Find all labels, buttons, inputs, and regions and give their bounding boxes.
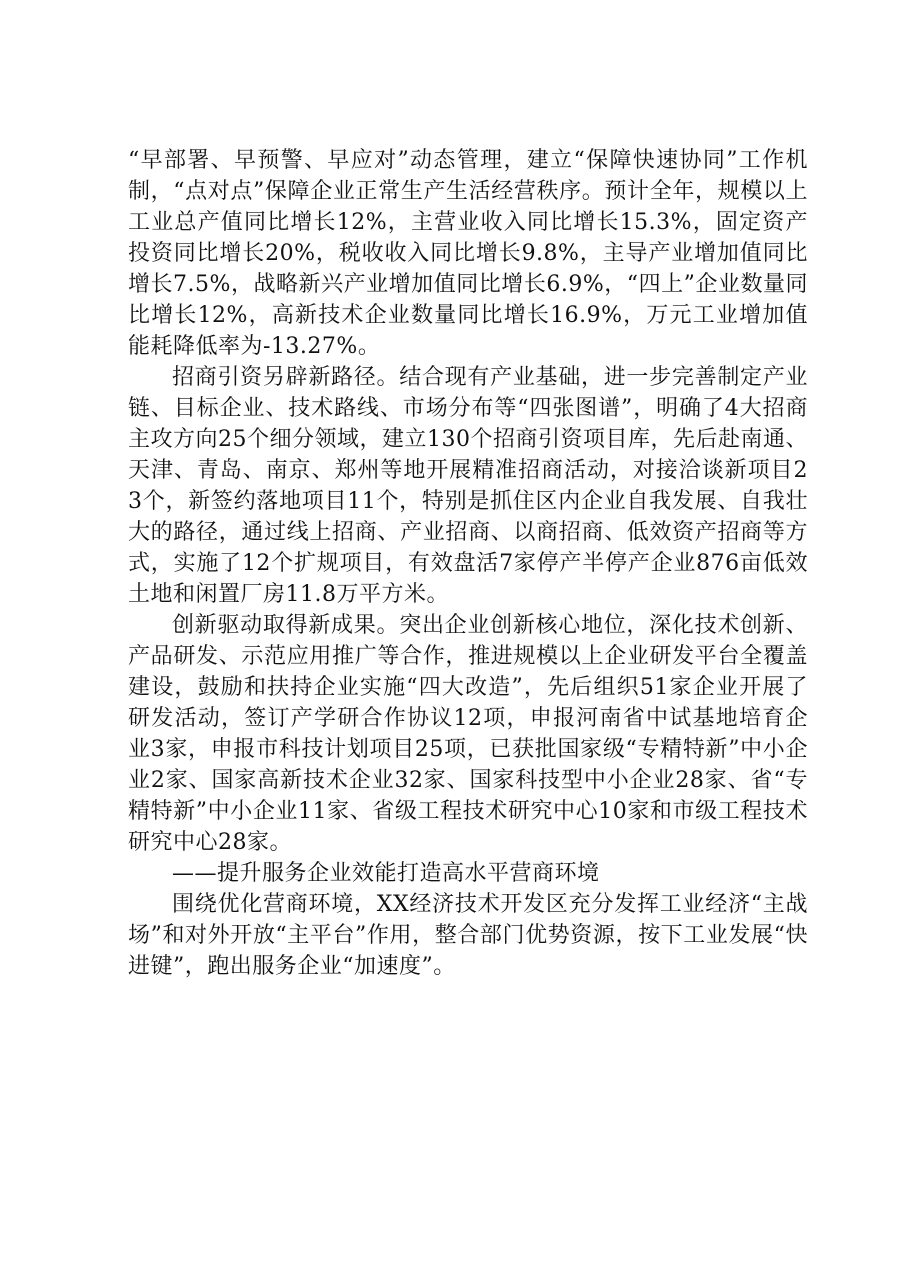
paragraph-business-environment: 围绕优化营商环境，XX经济技术开发区充分发挥工业经济“主战场”和对外开放“主平台”作用，整合部门优势资源，按下工业发展“快进键”，跑出服务企业“加速度”。 (128, 892, 808, 979)
section-heading: ——提升服务企业效能打造高水平营商环境 (172, 861, 600, 886)
paragraph-innovation: 创新驱动取得新成果。突出企业创新核心地位，深化技术创新、产品研发、示范应用推广等合作，推进规模以上企业研发平台全覆盖建设，鼓励和扶持企业实施“四大改造”，先后组织51家企业开展了研发活动，签订产学研合作协议12项，申报河南省中试基地培育企业3家，申报市科技计划项目25项，已获批国家级“专精特新”中小企业2家、国家高新技术企业32家、国家科技型中小企业28家、省“专精特新”中小企业11家、省级工程技术研究中心10家和市级工程技术研究中心28家。 (128, 613, 808, 855)
paragraph-investment: 招商引资另辟新路径。结合现有产业基础，进一步完善制定产业链、目标企业、技术路线、市场分布等“四张图谱”，明确了4大招商主攻方向25个细分领域，建立130个招商引资项目库，先后赴南通、天津、青岛、南京、郑州等地开展精准招商活动，对接洽谈新项目23个，新签约落地项目11个，特别是抓住区内企业自我发展、自我壮大的路径，通过线上招商、产业招商、以商招商、低效资产招商等方式，实施了12个扩规项目，有效盘活7家停产半停产企业876亩低效土地和闲置厂房11.8万平方米。 (128, 365, 808, 607)
document-body (128, 145, 808, 982)
paragraph-safeguard-stats: “早部署、早预警、早应对”动态管理，建立“保障快速协同”工作机制，“点对点”保障企业正常生产生活经营秩序。预计全年，规模以上工业总产值同比增长12%，主营业收入同比增长15.3%，固定资产投资同比增长20%，税收收入同比增长9.8%，主导产业增加值同比增长7.5%，战略新兴产业增加值同比增长6.9%，“四上”企业数量同比增长12%，高新技术企业数量同比增长16.9%，万元工业增加值能耗降低率为-13.27%。 (128, 148, 808, 359)
